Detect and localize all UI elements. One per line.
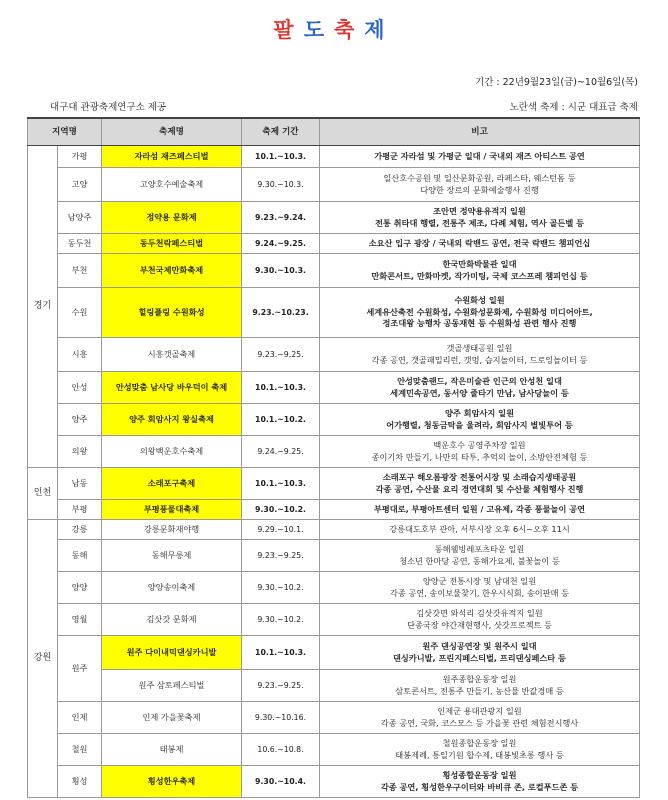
festival-dates-cell-line: 9.30.~10.4.: [255, 776, 306, 786]
city-cell: [58, 254, 102, 288]
table-row: [28, 766, 640, 798]
festival-name-cell: [102, 404, 242, 436]
city-cell: [58, 404, 102, 436]
table-row: [28, 168, 640, 202]
city-cell: [58, 572, 102, 604]
festival-dates-cell: [242, 636, 320, 670]
festival-note-cell: [320, 338, 640, 372]
city-cell-line: 부평: [71, 503, 88, 514]
festival-note-cell-line: 단종국장 야간재현행사, 삿갓프로젝트 등: [407, 619, 552, 630]
festival-name-cell-line: 부천국제만화축제: [139, 264, 204, 275]
festival-note-cell: [320, 288, 640, 338]
table-row: [28, 636, 640, 670]
city-cell-line: 의왕: [71, 445, 88, 456]
table-row: [28, 288, 640, 338]
festival-note-cell-line: 양양군 전통시장 및 남대천 일원: [422, 575, 537, 586]
table-row: [28, 254, 640, 288]
festival-dates-cell-line: 9.30.~10.2.: [255, 504, 306, 514]
city-cell-line: 원주: [71, 662, 88, 673]
region-cell-line: 강원: [33, 652, 52, 663]
festival-note-cell-line: 세계민속공연, 동서양 줄타기 만남, 남사당놀이 등: [390, 387, 569, 398]
table-row: [28, 468, 640, 500]
festival-dates-cell-line: 9.30.~10.2.: [257, 582, 304, 592]
city-cell-line: 동두천: [67, 237, 92, 248]
festival-name-cell: [102, 540, 242, 572]
festival-note-cell: [320, 572, 640, 604]
festival-name-cell-line: 의왕백운호수축제: [139, 445, 204, 456]
festival-note-cell-line: 각종 공연, 갯골패밀리런, 갯멍, 습지놀이터, 드로잉놀이터 등: [371, 354, 588, 365]
festival-dates-cell-line: 9.23.~10.23.: [252, 307, 309, 317]
festival-name-cell: [102, 372, 242, 404]
festival-note-cell-line: 강릉대도호부 관아, 서부시장 오후 6시~오후 11시: [389, 523, 570, 534]
title-char-1: 팔: [273, 18, 304, 42]
festival-dates-cell-line: 9.23.~9.25.: [257, 349, 304, 359]
festival-dates-cell: [242, 234, 320, 254]
festival-name-cell-line: 양주 회암사지 왕실축제: [129, 413, 214, 424]
festival-name-cell-line: 태봉제: [159, 743, 184, 754]
festival-dates-cell-line: 10.1.~10.3.: [255, 647, 306, 657]
festival-note-cell: [320, 766, 640, 798]
city-cell: [58, 288, 102, 338]
city-cell-line: 남양주: [67, 211, 92, 222]
region-cell: [28, 146, 58, 468]
festival-note-cell: [320, 436, 640, 468]
festival-dates-cell-line: 9.30.~10.3.: [257, 179, 304, 189]
festival-note-cell: [320, 468, 640, 500]
festival-dates-cell-line: 9.29.~10.1.: [257, 524, 304, 534]
festival-name-cell: [102, 766, 242, 798]
header-note: 비고: [320, 118, 640, 146]
table-row: [28, 234, 640, 254]
festival-note-cell: [320, 500, 640, 520]
festival-name-cell: [102, 202, 242, 234]
festival-note-cell-line: 종이기차 만들기, 나만의 타투, 추억의 놀이, 소방안전체험 등: [371, 451, 588, 462]
table-row: [28, 670, 640, 702]
festival-name-cell-line: 자라섬 재즈페스티벌: [134, 150, 209, 161]
table-header-row: [28, 118, 640, 146]
city-cell: [58, 146, 102, 168]
city-cell: [58, 734, 102, 766]
festival-name-cell: [102, 288, 242, 338]
festival-dates-cell: [242, 500, 320, 520]
region-cell-line: 인천: [33, 487, 52, 498]
festival-dates-cell: [242, 372, 320, 404]
festival-name-cell: [102, 146, 242, 168]
festival-name-cell-line: 정약용 문화제: [146, 211, 197, 222]
festival-name-cell-line: 원주 다이내믹댄싱카니발: [126, 646, 217, 657]
table-row: [28, 146, 640, 168]
city-cell: [58, 168, 102, 202]
header-festival: 축제명: [102, 118, 242, 146]
table-row: [28, 404, 640, 436]
festival-note-cell: [320, 734, 640, 766]
festival-dates-cell: [242, 338, 320, 372]
table-row: [28, 372, 640, 404]
festival-dates-cell: [242, 168, 320, 202]
festival-name-cell-line: 힐링플링 수원화성: [138, 306, 205, 317]
festival-note-cell-line: 댄싱카니발, 프린지페스티벌, 프리댄싱페스타 등: [393, 652, 566, 663]
festival-note-cell-line: 양주 회암사지 일원: [445, 407, 514, 418]
city-cell-line: 강릉: [71, 523, 88, 534]
city-cell-line: 영월: [71, 613, 88, 624]
festival-name-cell-line: 안성맞춤 남사당 바우덕이 축제: [115, 381, 228, 392]
title-char-4: 제: [364, 18, 395, 42]
festival-note-cell-line: 가평군 자라섬 및 가평군 일대 / 국내외 재즈 아티스트 공연: [374, 150, 585, 161]
table-row: [28, 702, 640, 734]
city-cell: [58, 540, 102, 572]
city-cell-line: 시흥: [71, 348, 88, 359]
city-cell: [58, 604, 102, 636]
festival-note-cell: [320, 520, 640, 540]
table-row: [28, 734, 640, 766]
festival-note-cell-line: 소래포구 해오름광장 전통어시장 및 소래습지생태공원: [382, 471, 577, 482]
city-cell: [58, 338, 102, 372]
table-row: [28, 500, 640, 520]
festival-dates-cell: [242, 604, 320, 636]
festival-dates-cell: [242, 540, 320, 572]
festival-note-cell: [320, 146, 640, 168]
city-cell: [58, 636, 102, 702]
title-char-3: 축: [334, 18, 365, 42]
festival-note-cell-line: 부평대로, 부평아트센터 일원 / 고유제, 각종 풍물놀이 공연: [373, 503, 586, 514]
table-row: [28, 520, 640, 540]
festival-name-cell-line: 인제 가을꽃축제: [142, 711, 201, 722]
festival-name-cell: [102, 500, 242, 520]
city-cell: [58, 468, 102, 500]
festival-note-cell-line: 김삿갓면 와석리 김삿갓유적지 일원: [416, 607, 543, 618]
festival-note-cell-line: 만화콘서트, 만화마켓, 작가미팅, 국제 코스프레 챔피언십 등: [371, 270, 588, 281]
festival-name-cell-line: 소래포구축제: [147, 477, 196, 488]
festival-name-cell-line: 횡성한우축제: [147, 775, 196, 786]
source-credit: 대구대 관광축제연구소 제공: [50, 102, 167, 113]
festival-name-cell: [102, 168, 242, 202]
table-row: [28, 604, 640, 636]
festival-name-cell: [102, 234, 242, 254]
festival-name-cell-line: 동두천락페스티벌: [139, 237, 204, 248]
festival-dates-cell-line: 9.23.~9.25.: [257, 680, 304, 690]
region-cell: [28, 468, 58, 520]
festival-note-cell-line: 일산호수공원 및 일산문화공원, 라페스타, 웨스턴돔 등: [383, 172, 576, 183]
city-cell: [58, 702, 102, 734]
festival-dates-cell-line: 10.6.~10.8.: [257, 744, 304, 754]
festival-name-cell-line: 양양송이축제: [147, 581, 196, 592]
city-cell: [58, 372, 102, 404]
festival-note-cell: [320, 604, 640, 636]
city-cell-line: 안성: [71, 381, 88, 392]
city-cell-line: 고양: [71, 178, 88, 189]
city-cell: [58, 234, 102, 254]
festival-dates-cell: [242, 766, 320, 798]
festival-note-cell: [320, 234, 640, 254]
festival-dates-cell: [242, 572, 320, 604]
festival-dates-cell-line: 9.30.~10.2.: [257, 614, 304, 624]
festival-dates-cell: [242, 254, 320, 288]
festival-dates-cell: [242, 702, 320, 734]
festival-note-cell-line: 백운호수 공영주차장 일원: [433, 439, 526, 450]
festival-dates-cell-line: 9.24.~9.25.: [255, 238, 306, 248]
festival-name-cell: [102, 520, 242, 540]
festival-name-cell-line: 시흥갯골축제: [147, 348, 196, 359]
table-row: [28, 540, 640, 572]
festival-note-cell: [320, 168, 640, 202]
header-region: 지역명: [28, 118, 102, 146]
festival-note-cell: [320, 404, 640, 436]
festival-name-cell: [102, 734, 242, 766]
festival-dates-cell: [242, 202, 320, 234]
city-cell-line: 양양: [71, 581, 88, 592]
festival-name-cell-line: 강릉문화재야행: [143, 523, 200, 534]
festival-name-cell: [102, 468, 242, 500]
city-cell-line: 부천: [71, 264, 88, 275]
festival-note-cell-line: 청소년 한마당 공연, 동해가요제, 불꽃놀이 등: [399, 555, 560, 566]
highlight-legend: 노란색 축제 : 시군 대표급 축제: [509, 102, 638, 113]
festival-dates-cell-line: 10.1.~10.3.: [255, 382, 306, 392]
region-cell-line: 경기: [33, 300, 52, 311]
festival-dates-cell: [242, 288, 320, 338]
city-cell-line: 양주: [71, 413, 88, 424]
festival-note-cell-line: 삼토콘서트, 전통주 만들기, 농산물 반값경매 등: [395, 685, 564, 696]
festival-name-cell-line: 동해무릉제: [151, 549, 192, 560]
table-row: [28, 572, 640, 604]
city-cell: [58, 520, 102, 540]
festival-note-cell: [320, 372, 640, 404]
festival-note-cell: [320, 202, 640, 234]
festival-name-cell-line: 김삿갓 문화제: [146, 613, 197, 624]
festival-name-cell: [102, 338, 242, 372]
header-period: 축제 기간: [242, 118, 320, 146]
festival-note-cell: [320, 540, 640, 572]
festival-dates-cell: [242, 146, 320, 168]
festival-note-cell-line: 갯골생태공원 일원: [446, 342, 513, 353]
table-row: [28, 338, 640, 372]
festival-note-cell-line: 정조대왕 능행차 공동재현 등 수원화성 관련 행사 진행: [382, 318, 577, 329]
festival-name-cell: [102, 604, 242, 636]
festival-note-cell-line: 각종 공연, 횡성한우구이터와 바비큐 존, 로컬푸드존 등: [380, 781, 579, 792]
festival-dates-cell: [242, 468, 320, 500]
festival-note-cell-line: 동해웰빙레포츠타운 일원: [434, 543, 525, 554]
festival-note-cell: [320, 254, 640, 288]
festival-dates-cell: [242, 670, 320, 702]
festival-note-cell: [320, 670, 640, 702]
festival-dates-cell: [242, 436, 320, 468]
festival-note-cell-line: 횡성종합운동장 일원: [442, 769, 517, 780]
festival-name-cell: [102, 636, 242, 670]
festival-period: 기간 : 22년9월23일(금)~10월6일(목): [475, 77, 638, 88]
page-title: [0, 14, 668, 44]
city-cell-line: 남동: [71, 477, 88, 488]
festival-note-cell-line: 다양한 장르의 문화예술행사 진행: [420, 184, 539, 195]
festival-note-cell-line: 원주종합운동장 일원: [442, 673, 517, 684]
festival-note-cell-line: 철원종합운동장 일원: [442, 737, 517, 748]
festival-name-cell: [102, 254, 242, 288]
festival-dates-cell-line: 10.1.~10.3.: [255, 151, 306, 161]
festival-note-cell-line: 각종 공연, 국화, 코스모스 등 가을꽃 관련 체험전시행사: [380, 717, 579, 728]
festival-table: [27, 117, 640, 798]
table-row: [28, 436, 640, 468]
festival-note-cell-line: 원주 댄싱공연장 및 원주시 일대: [422, 640, 537, 651]
festival-dates-cell-line: 9.23.~9.25.: [257, 550, 304, 560]
festival-note-cell-line: 어가행렬, 청동금탁을 울려라, 회암사지 별빛투어 등: [386, 419, 573, 430]
festival-dates-cell-line: 9.23.~9.24.: [255, 212, 306, 222]
city-cell-line: 횡성: [71, 775, 88, 786]
festival-dates-cell-line: 9.30.~10.16.: [254, 712, 307, 722]
festival-dates-cell: [242, 404, 320, 436]
festival-note-cell: [320, 636, 640, 670]
title-char-2: 도: [303, 18, 334, 42]
festival-name-cell-line: 부평풍물대축제: [143, 503, 200, 514]
festival-dates-cell-line: 9.30.~10.3.: [255, 265, 306, 275]
festival-dates-cell-line: 9.24.~9.25.: [257, 446, 304, 456]
festival-note-cell-line: 각종 공연, 수산물 요리 경연대회 및 수산물 체험행사 진행: [375, 483, 584, 494]
festival-note-cell-line: 조안면 정약용유적지 일원: [433, 205, 526, 216]
festival-dates-cell: [242, 520, 320, 540]
city-cell-line: 동해: [71, 549, 88, 560]
festival-name-cell: [102, 702, 242, 734]
festival-note-cell-line: 소요산 입구 광장 / 국내외 락밴드 공연, 전국 락밴드 챔피언십: [368, 237, 591, 248]
festival-note-cell-line: 수원화성 일원: [454, 294, 505, 305]
festival-name-cell: [102, 572, 242, 604]
festival-note-cell-line: 한국만화박물관 일대: [442, 258, 517, 269]
city-cell-line: 인제: [71, 711, 88, 722]
city-cell: [58, 766, 102, 798]
table-row: [28, 202, 640, 234]
festival-name-cell-line: 원주 삼토페스티벌: [138, 679, 205, 690]
city-cell-line: 수원: [71, 306, 88, 317]
city-cell: [58, 500, 102, 520]
city-cell-line: 철원: [71, 743, 88, 754]
festival-note-cell-line: 태봉제례, 통일기원 합수제, 태봉빛초롱 행사 등: [395, 749, 564, 760]
table-body: [28, 146, 640, 798]
festival-name-cell-line: 고양호수예술축제: [139, 178, 204, 189]
festival-note-cell-line: 인제군 용대관광지 일원: [437, 705, 522, 716]
city-cell: [58, 436, 102, 468]
festival-note-cell: [320, 702, 640, 734]
region-cell: [28, 520, 58, 798]
festival-dates-cell: [242, 734, 320, 766]
festival-name-cell: [102, 670, 242, 702]
festival-name-cell: [102, 436, 242, 468]
festival-note-cell-line: 안성맞춤랜드, 작은미술관 인근의 안성천 일대: [397, 375, 562, 386]
festival-note-cell-line: 전통 취타대 행렬, 전통주 제조, 다례 체험, 역사 골든벨 등: [375, 217, 584, 228]
festival-note-cell-line: 세계유산축전 수원화성, 수원화성문화제, 수원화성 미디어아트,: [366, 306, 593, 317]
city-cell: [58, 202, 102, 234]
festival-dates-cell-line: 10.1.~10.3.: [255, 478, 306, 488]
festival-dates-cell-line: 10.1.~10.2.: [255, 414, 306, 424]
city-cell-line: 가평: [71, 150, 88, 161]
festival-note-cell-line: 각종 공연, 송이보물찾기, 한우시식회, 송이판매 등: [389, 587, 569, 598]
